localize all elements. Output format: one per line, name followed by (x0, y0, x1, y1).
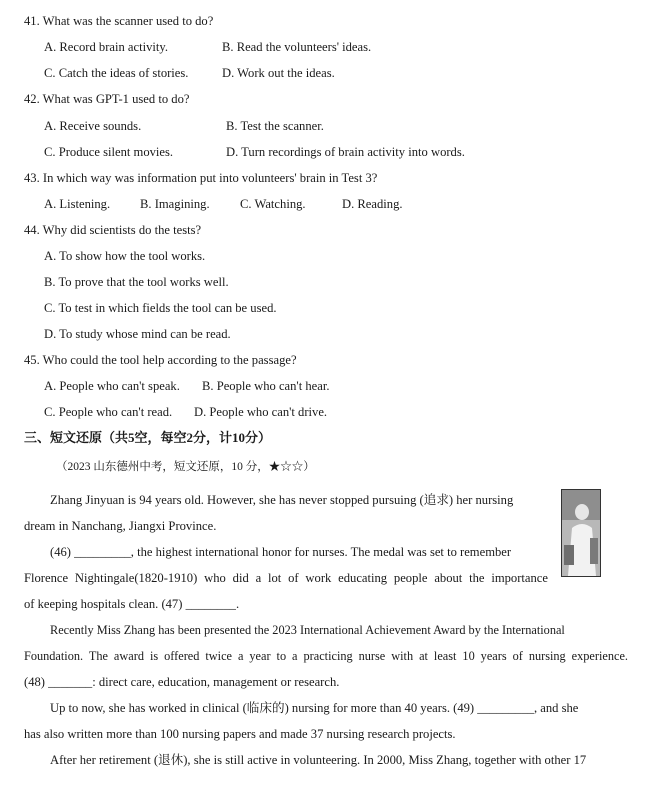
passage-line-11: After her retirement (退休), she is still active in volunteering. In 2000, Miss Zhang, together with other 17 (50, 753, 587, 767)
question-45-option-b: B. People who can't hear. (202, 379, 330, 393)
question-43-stem: 43. In which way was information put into volunteers' brain in Test 3? (24, 171, 378, 185)
passage-line-6: Recently Miss Zhang has been presented the 2023 International Achievement Award by the International (50, 623, 565, 637)
passage-line-10: has also written more than 100 nursing papers and made 37 nursing research projects. (24, 727, 456, 741)
question-43-option-c: C. Watching. (240, 197, 306, 211)
question-43-option-a: A. Listening. (44, 197, 111, 211)
passage-line-2: dream in Nanchang, Jiangxi Province. (24, 519, 217, 533)
question-42-option-d: D. Turn recordings of brain activity into words. (226, 145, 465, 159)
question-44-option-b: B. To prove that the tool works well. (44, 275, 229, 289)
question-41-option-c: C. Catch the ideas of stories. (44, 66, 189, 80)
question-44-option-a: A. To show how the tool works. (44, 249, 206, 263)
question-42-option-a: A. Receive sounds. (44, 119, 142, 133)
question-42-option-c: C. Produce silent movies. (44, 145, 174, 159)
passage-line-3: (46) _________, the highest international honor for nurses. The medal was set to remember (50, 545, 512, 559)
question-44-option-d: D. To study whose mind can be read. (44, 327, 231, 341)
section-heading: 三、短文还原（共5空，每空2分，计10分） (24, 430, 272, 445)
question-41-stem: 41. What was the scanner used to do? (24, 14, 214, 28)
passage-line-8: (48) _______: direct care, education, management or research. (24, 675, 340, 689)
passage-line-7: Foundation. The award is offered twice a year to a practicing nurse with at least 10 years of nursing experience. (24, 649, 628, 663)
question-44-option-c: C. To test in which fields the tool can be used. (44, 301, 277, 315)
question-45-option-a: A. People who can't speak. (44, 379, 180, 393)
question-44-stem: 44. Why did scientists do the tests? (24, 223, 202, 237)
passage-line-1: Zhang Jinyuan is 94 years old. However, she has never stopped pursuing (追求) her nursing (50, 493, 514, 507)
question-45-option-c: C. People who can't read. (44, 405, 173, 419)
question-41-option-b: B. Read the volunteers' ideas. (222, 40, 372, 54)
question-43-option-d: D. Reading. (342, 197, 403, 211)
question-41-option-d: D. Work out the ideas. (222, 66, 335, 80)
question-45-stem: 45. Who could the tool help according to the passage? (24, 353, 297, 367)
passage-line-5: of keeping hospitals clean. (47) ________. (24, 597, 240, 611)
question-42-option-b: B. Test the scanner. (226, 119, 324, 133)
passage-line-9: Up to now, she has worked in clinical (临床的) nursing for more than 40 years. (49) _________, and she (50, 701, 579, 715)
section-source: （2023 山东德州中考，短文还原，10 分，★☆☆） (56, 461, 315, 473)
question-43-option-b: B. Imagining. (140, 197, 210, 211)
question-45-option-d: D. People who can't drive. (194, 405, 328, 419)
question-41-option-a: A. Record brain activity. (44, 40, 169, 54)
question-42-stem: 42. What was GPT-1 used to do? (24, 92, 190, 106)
passage-line-4: Florence Nightingale(1820-1910) who did a lot of work educating people about the importance (24, 571, 548, 585)
